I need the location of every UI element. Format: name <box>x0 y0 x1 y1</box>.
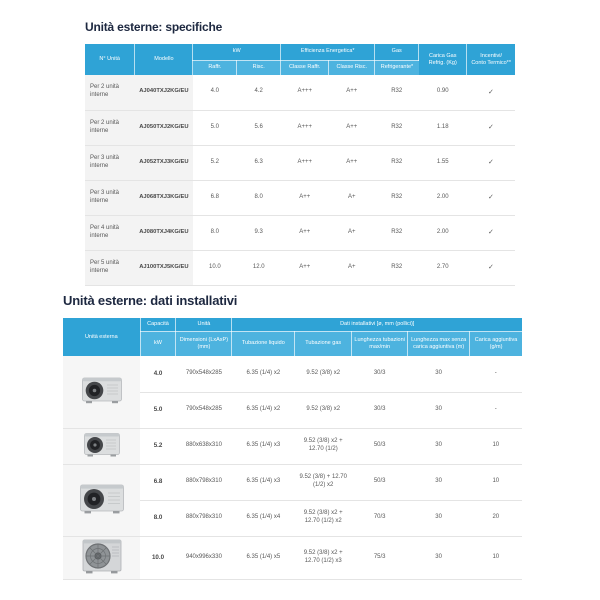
header-tubazione-liquido: Tubazione liquido <box>232 331 295 356</box>
cell-tubazione-gas: 9.52 (3/8) x2 + 12.70 (1/2) x2 <box>295 500 352 536</box>
section-specifiche <box>85 20 515 286</box>
table-row <box>63 536 522 580</box>
header-group-dati-installativi: Dati installativi [ø, mm (pollici)] <box>232 318 522 331</box>
header-dimensioni: Dimensioni (LxAxP) (mm) <box>176 331 232 356</box>
cell-lunghezza-max-min: 50/3 <box>352 428 408 464</box>
cell-modello: AJ100TXJ5KG/EU <box>135 250 193 285</box>
header-n-unita: N° Unità <box>85 44 135 75</box>
cell-gas: R32 <box>375 75 419 110</box>
cell-carica-aggiuntiva: 10 <box>470 464 522 500</box>
header-unita-esterna: Unità esterna <box>63 318 140 356</box>
checkmark-icon: ✓ <box>467 215 515 250</box>
header-group-efficienza: Efficienza Energetica* <box>281 44 375 60</box>
header-incentivi <box>467 44 515 75</box>
table-specifiche-body <box>85 75 515 285</box>
table-row <box>63 356 522 392</box>
cell-gas: R32 <box>375 110 419 145</box>
header-lunghezza-max-min: Lunghezza tubazioni max/min <box>352 331 408 356</box>
cell-tubazione-gas: 9.52 (3/8) x2 + 12.70 (1/2) <box>295 428 352 464</box>
outdoor-unit-image <box>63 464 140 536</box>
cell-kw-risc: 9.3 <box>237 215 281 250</box>
cell-carica: 0.90 <box>419 75 467 110</box>
cell-classe-risc: A+ <box>329 250 375 285</box>
cell-classe-raffr: A++ <box>281 250 329 285</box>
outdoor-unit-photo-medium <box>83 431 121 458</box>
table-row <box>63 464 522 500</box>
header-carica-gas-line1: Carica Gas <box>428 52 457 59</box>
cell-tubazione-liquido: 6.35 (1/4) x2 <box>232 392 295 428</box>
cell-classe-risc: A++ <box>329 145 375 180</box>
cell-classe-risc: A++ <box>329 75 375 110</box>
table-row <box>85 75 515 110</box>
cell-carica-aggiuntiva: 10 <box>470 428 522 464</box>
cell-capacita: 5.0 <box>140 392 176 428</box>
table-row <box>85 215 515 250</box>
section-title-specifiche: Unità esterne: specifiche <box>85 20 223 34</box>
cell-lunghezza-max-min: 50/3 <box>352 464 408 500</box>
header-tubazione-gas: Tubazione gas <box>295 331 352 356</box>
cell-tubazione-gas: 9.52 (3/8) x2 <box>295 356 352 392</box>
cell-capacita: 6.8 <box>140 464 176 500</box>
header-raffr: Raffr. <box>193 60 237 75</box>
table-row <box>85 145 515 180</box>
cell-kw-risc: 6.3 <box>237 145 281 180</box>
cell-tubazione-liquido: 6.35 (1/4) x3 <box>232 428 295 464</box>
checkmark-icon: ✓ <box>467 145 515 180</box>
cell-lunghezza-senza-carica: 30 <box>408 392 470 428</box>
cell-kw-raffr: 8.0 <box>193 215 237 250</box>
cell-kw-risc: 12.0 <box>237 250 281 285</box>
cell-classe-risc: A+ <box>329 180 375 215</box>
outdoor-unit-photo-tall <box>79 482 125 515</box>
cell-classe-risc: A+ <box>329 215 375 250</box>
cell-n-unita: Per 3 unità interne <box>85 180 135 215</box>
cell-kw-raffr: 5.0 <box>193 110 237 145</box>
cell-classe-raffr: A++ <box>281 215 329 250</box>
cell-gas: R32 <box>375 145 419 180</box>
header-incentivi-line1: Incentivi/ <box>480 52 503 59</box>
header-carica-gas-line2: Refrig. (Kg) <box>428 59 457 66</box>
cell-lunghezza-senza-carica: 30 <box>408 464 470 500</box>
header-gas-refrigerante: Refrigerante* <box>375 60 419 75</box>
table-specifiche-header <box>85 44 515 75</box>
cell-carica: 2.00 <box>419 215 467 250</box>
checkmark-icon: ✓ <box>467 75 515 110</box>
cell-lunghezza-max-min: 75/3 <box>352 536 408 580</box>
cell-dimensioni: 790x548x285 <box>176 392 232 428</box>
checkmark-icon: ✓ <box>467 110 515 145</box>
header-lunghezza-senza-carica: Lunghezza max senza carica aggiuntiva (m) <box>408 331 470 356</box>
cell-kw-raffr: 6.8 <box>193 180 237 215</box>
cell-classe-raffr: A+++ <box>281 75 329 110</box>
cell-lunghezza-max-min: 30/3 <box>352 392 408 428</box>
cell-classe-raffr: A+++ <box>281 145 329 180</box>
header-capacita-kw: kW <box>140 331 176 356</box>
cell-gas: R32 <box>375 215 419 250</box>
section-title-dati-installativi: Unità esterne: dati installativi <box>63 293 238 308</box>
cell-tubazione-liquido: 6.35 (1/4) x3 <box>232 464 295 500</box>
cell-dimensioni: 880x798x310 <box>176 500 232 536</box>
header-risc: Risc. <box>237 60 281 75</box>
cell-carica-aggiuntiva: 20 <box>470 500 522 536</box>
cell-dimensioni: 880x638x310 <box>176 428 232 464</box>
header-modello: Modello <box>135 44 193 75</box>
cell-kw-raffr: 10.0 <box>193 250 237 285</box>
outdoor-unit-image <box>63 356 140 428</box>
table-installativi-body <box>63 356 522 580</box>
cell-tubazione-liquido: 6.35 (1/4) x2 <box>232 356 295 392</box>
cell-classe-raffr: A+++ <box>281 110 329 145</box>
cell-carica-aggiuntiva: 10 <box>470 536 522 580</box>
header-incentivi-line2: Conto Termico** <box>471 59 511 66</box>
table-row <box>85 180 515 215</box>
cell-kw-risc: 5.6 <box>237 110 281 145</box>
cell-carica-aggiuntiva: - <box>470 392 522 428</box>
header-carica-gas <box>419 44 467 75</box>
cell-kw-raffr: 4.0 <box>193 75 237 110</box>
cell-lunghezza-senza-carica: 30 <box>408 356 470 392</box>
outdoor-unit-image <box>63 428 140 464</box>
header-row-groups <box>63 318 522 331</box>
cell-dimensioni: 940x996x330 <box>176 536 232 580</box>
cell-lunghezza-senza-carica: 30 <box>408 536 470 580</box>
cell-modello: AJ040TXJ2KG/EU <box>135 75 193 110</box>
cell-gas: R32 <box>375 180 419 215</box>
cell-n-unita: Per 5 unità interne <box>85 250 135 285</box>
table-installativi-header <box>63 318 522 356</box>
checkmark-icon: ✓ <box>467 250 515 285</box>
cell-n-unita: Per 2 unità interne <box>85 110 135 145</box>
header-row-groups <box>85 44 515 60</box>
cell-capacita: 8.0 <box>140 500 176 536</box>
outdoor-unit-photo-small <box>81 375 123 405</box>
header-group-unita: Unità <box>176 318 232 331</box>
table-row <box>85 250 515 285</box>
cell-tubazione-gas: 9.52 (3/8) + 12.70 (1/2) x2 <box>295 464 352 500</box>
cell-modello: AJ050TXJ2KG/EU <box>135 110 193 145</box>
cell-tubazione-gas: 9.52 (3/8) x2 + 12.70 (1/2) x3 <box>295 536 352 580</box>
cell-lunghezza-senza-carica: 30 <box>408 500 470 536</box>
table-dati-installativi <box>63 318 522 580</box>
cell-gas: R32 <box>375 250 419 285</box>
header-classe-raffr: Classe Raffr. <box>281 60 329 75</box>
cell-capacita: 4.0 <box>140 356 176 392</box>
cell-modello: AJ068TXJ3KG/EU <box>135 180 193 215</box>
header-group-kw: kW <box>193 44 281 60</box>
header-group-capacita: Capacità <box>140 318 176 331</box>
cell-lunghezza-max-min: 70/3 <box>352 500 408 536</box>
cell-tubazione-liquido: 6.35 (1/4) x4 <box>232 500 295 536</box>
cell-lunghezza-senza-carica: 30 <box>408 428 470 464</box>
header-classe-risc: Classe Risc. <box>329 60 375 75</box>
cell-carica: 2.70 <box>419 250 467 285</box>
cell-carica: 1.18 <box>419 110 467 145</box>
cell-classe-risc: A++ <box>329 110 375 145</box>
cell-classe-raffr: A++ <box>281 180 329 215</box>
cell-carica: 1.55 <box>419 145 467 180</box>
cell-n-unita: Per 2 unità interne <box>85 75 135 110</box>
cell-carica-aggiuntiva: - <box>470 356 522 392</box>
cell-capacita: 5.2 <box>140 428 176 464</box>
cell-lunghezza-max-min: 30/3 <box>352 356 408 392</box>
outdoor-unit-image <box>63 536 140 580</box>
cell-dimensioni: 790x548x285 <box>176 356 232 392</box>
table-specifiche <box>85 44 515 286</box>
cell-tubazione-gas: 9.52 (3/8) x2 <box>295 392 352 428</box>
cell-carica: 2.00 <box>419 180 467 215</box>
cell-n-unita: Per 3 unità interne <box>85 145 135 180</box>
table-row <box>85 110 515 145</box>
checkmark-icon: ✓ <box>467 180 515 215</box>
cell-n-unita: Per 4 unità interne <box>85 215 135 250</box>
cell-tubazione-liquido: 6.35 (1/4) x5 <box>232 536 295 580</box>
cell-modello: AJ080TXJ4KG/EU <box>135 215 193 250</box>
header-group-gas: Gas <box>375 44 419 60</box>
cell-modello: AJ052TXJ3KG/EU <box>135 145 193 180</box>
section-dati-installativi <box>63 293 522 580</box>
outdoor-unit-photo-large <box>81 538 123 575</box>
header-carica-aggiuntiva: Carica aggiuntiva (g/m) <box>470 331 522 356</box>
cell-kw-risc: 4.2 <box>237 75 281 110</box>
cell-dimensioni: 880x798x310 <box>176 464 232 500</box>
cell-kw-risc: 8.0 <box>237 180 281 215</box>
table-row <box>63 428 522 464</box>
cell-capacita: 10.0 <box>140 536 176 580</box>
cell-kw-raffr: 5.2 <box>193 145 237 180</box>
